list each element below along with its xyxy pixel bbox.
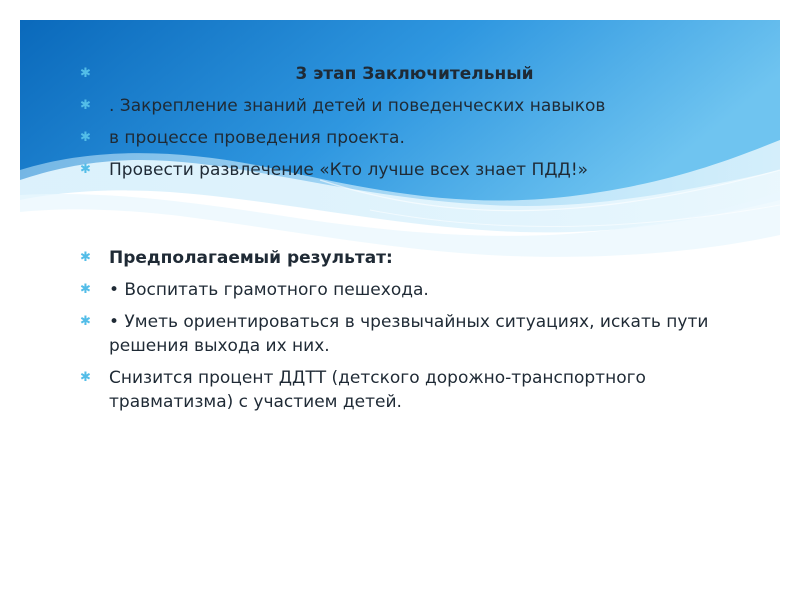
list-item-text: • Воспитать грамотного пешехода. <box>109 280 429 300</box>
list-item-text: • Уметь ориентироваться в чрезвычайных ситуациях, искать пути решения выхода их них. <box>109 312 709 356</box>
list-item-text: Снизится процент ДДТТ (детского дорожно-транспортного травматизма) с участием детей. <box>109 368 646 412</box>
list-item <box>80 94 720 118</box>
bullet-list <box>80 62 720 422</box>
asterisk-bullet-icon: ✱ <box>80 162 91 177</box>
list-item <box>80 246 720 270</box>
list-item <box>80 158 720 182</box>
asterisk-bullet-icon: ✱ <box>80 314 91 329</box>
spacer <box>80 190 720 246</box>
list-item <box>80 126 720 150</box>
list-item-text: в процессе проведения проекта. <box>109 128 405 148</box>
list-item <box>80 366 720 414</box>
asterisk-bullet-icon: ✱ <box>80 370 91 385</box>
asterisk-bullet-icon: ✱ <box>80 98 91 113</box>
list-item <box>80 278 720 302</box>
asterisk-bullet-icon: ✱ <box>80 282 91 297</box>
asterisk-bullet-icon: ✱ <box>80 66 91 81</box>
asterisk-bullet-icon: ✱ <box>80 130 91 145</box>
result-heading: Предполагаемый результат: <box>109 248 393 268</box>
list-item <box>80 62 720 86</box>
stage-title: 3 этап Заключительный <box>295 64 534 84</box>
list-item-text: Провести развлечение «Кто лучше всех знает ПДД!» <box>109 160 589 180</box>
slide-frame <box>20 20 780 580</box>
list-item <box>80 310 720 358</box>
asterisk-bullet-icon: ✱ <box>80 250 91 265</box>
list-item-text: . Закрепление знаний детей и поведенческих навыков <box>109 96 606 116</box>
